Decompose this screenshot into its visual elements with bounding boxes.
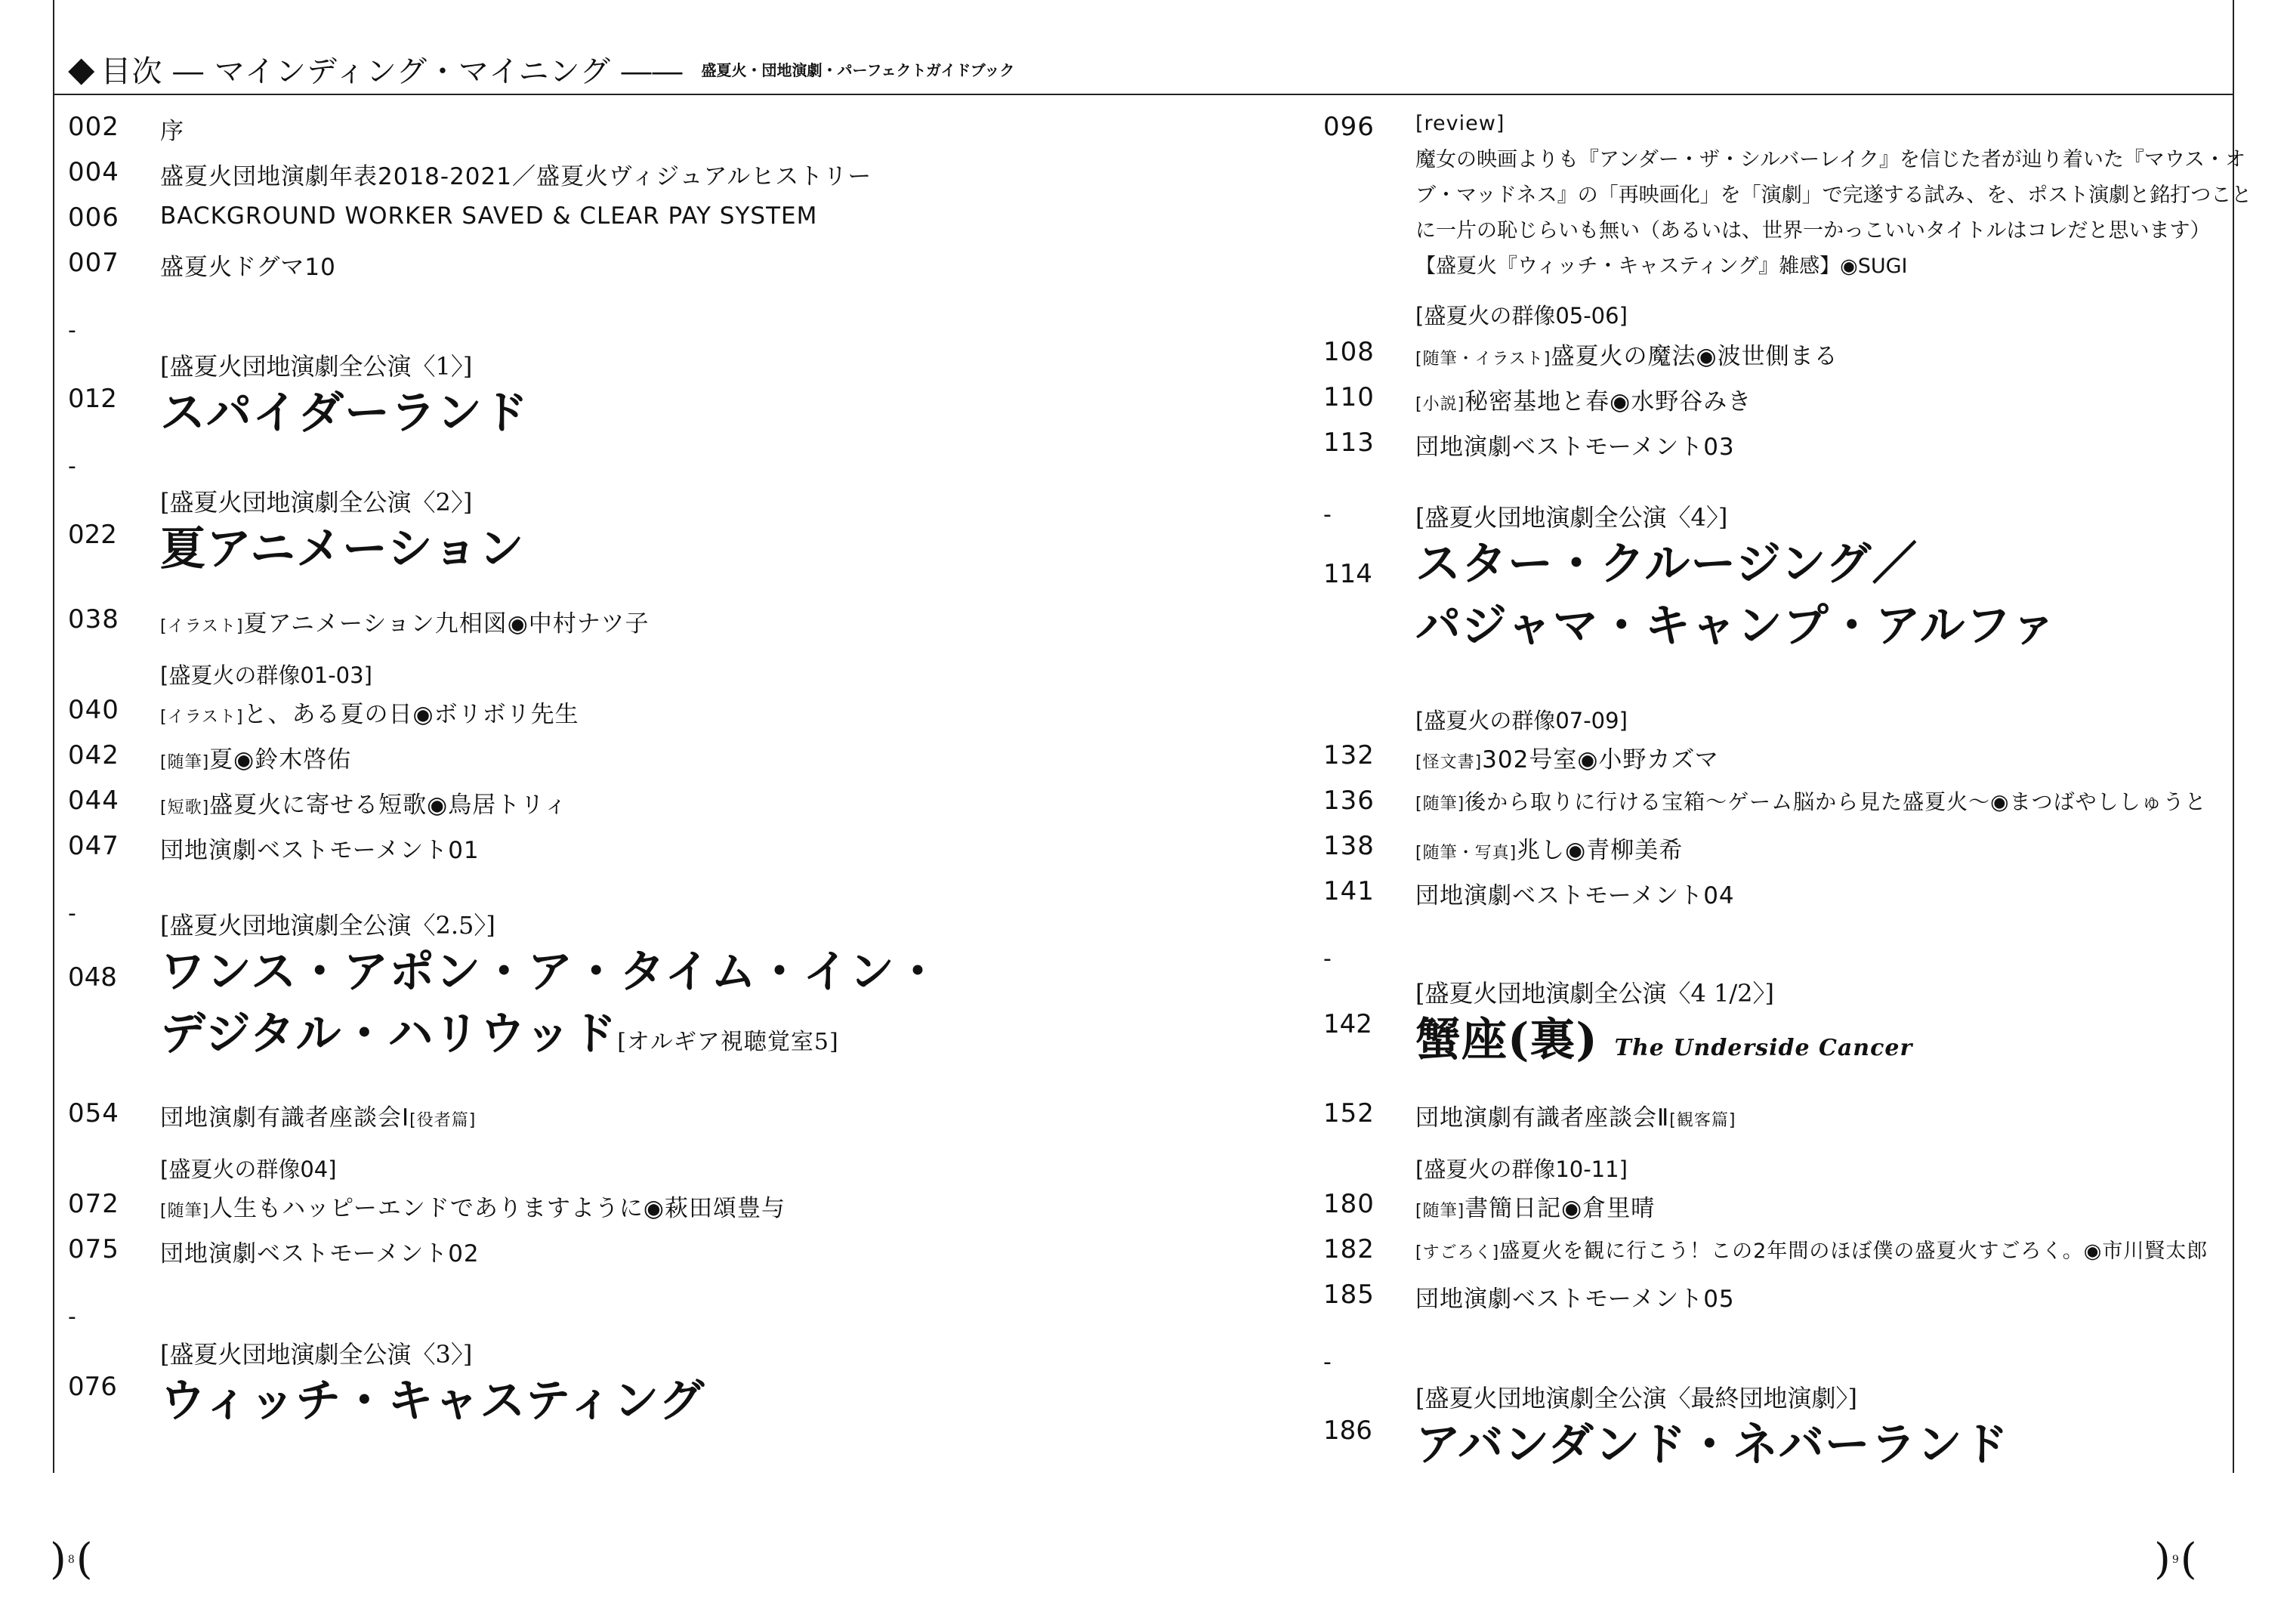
page-number: 075	[68, 1234, 119, 1264]
page-number: 048	[68, 962, 117, 993]
entry-label: BACKGROUND WORKER SAVED & CLEAR PAY SYSTEM	[160, 202, 818, 230]
show-entry[interactable]	[1323, 499, 2230, 665]
toc-entry[interactable]	[1323, 1189, 1655, 1223]
show-entry[interactable]	[68, 347, 1050, 453]
page-number: 007	[68, 248, 119, 278]
page-number: 006	[68, 202, 119, 233]
toc-entry[interactable]	[1323, 786, 2207, 816]
toc-entry[interactable]	[1323, 740, 1719, 774]
entry-label: 盛夏火の魔法◉波世側まる	[1551, 343, 1838, 370]
page-number: 142	[1323, 1009, 1372, 1039]
toc-entry[interactable]	[68, 248, 336, 282]
group-heading: [盛夏火の群像01-03]	[160, 662, 372, 688]
entry-label: 後から取りに行ける宝箱〜ゲーム脳から見た盛夏火〜◉まつばやししゅうと	[1465, 789, 2207, 814]
page-number: 044	[68, 786, 119, 816]
show-entry[interactable]	[68, 906, 1125, 1073]
category-tag: [怪文書]	[1415, 753, 1483, 772]
right-folio	[2154, 1535, 2197, 1584]
review-line: 【盛夏火『ウィッチ・キャスティング』雑感】◉SUGI	[1415, 255, 1908, 278]
group-heading: [盛夏火の群像10-11]	[1415, 1156, 1628, 1182]
category-tag: [随筆]	[160, 1202, 210, 1221]
page-number: 185	[1323, 1280, 1375, 1310]
review-line: に一片の恥じらいも無い（あるいは、世界一かっこいいタイトルはコレだと思います）	[1415, 219, 2211, 242]
toc-entry[interactable]	[68, 740, 351, 774]
page-number: 002	[68, 112, 119, 142]
review-line: ブ・マッドネス』の「再映画化」を「演劇」で完遂する試み、を、ポスト演劇と銘打つこと	[1415, 184, 2252, 207]
show-title-line2: パジャマ・キャンプ・アルファ	[1415, 600, 2057, 653]
section-divider: -	[68, 900, 76, 927]
show-title-line1: スター・クルージング／	[1415, 538, 1918, 591]
entry-label: 団地演劇ベストモーメント05	[1415, 1286, 1735, 1313]
show-english-title: The Underside Cancer	[1614, 1035, 1913, 1061]
entry-label: 兆し◉青柳美希	[1517, 837, 1684, 864]
toc-entry[interactable]	[1323, 337, 1838, 371]
page-number: 114	[1323, 559, 1372, 589]
book-subtitle: 盛夏火・団地演劇・パーフェクトガイドブック	[701, 60, 1015, 79]
show-caption: [盛夏火団地演劇全公演〈3〉]	[160, 1340, 473, 1369]
category-tag: [随筆]	[1415, 795, 1465, 814]
toc-entry[interactable]	[1323, 382, 1752, 416]
show-title-line1: ワンス・アポン・ア・タイム・イン・	[160, 946, 941, 999]
toc-entry[interactable]	[68, 695, 579, 729]
page-number: 141	[1323, 876, 1375, 906]
entry-label: 302号室◉小野カズマ	[1482, 746, 1719, 773]
page-number: 004	[68, 157, 119, 187]
category-tag: [役者篇]	[409, 1111, 477, 1130]
group-heading: [盛夏火の群像07-09]	[1415, 708, 1628, 733]
page-number: 072	[68, 1189, 119, 1219]
moon-icon: (	[76, 1535, 93, 1584]
category-tag: [すごろく]	[1415, 1243, 1500, 1262]
entry-label: 盛夏火を観に行こう！この2年間のほぼ僕の盛夏火すごろく。◉市川賢太郎	[1499, 1240, 2208, 1263]
page-number: 047	[68, 831, 119, 861]
show-title: 夏アニメーション	[160, 523, 525, 576]
diamond-icon: ◆	[68, 48, 95, 89]
section-divider: -	[68, 1304, 76, 1330]
page-number: 042	[68, 740, 119, 770]
section-divider: -	[1323, 502, 1332, 528]
page-number: 040	[68, 695, 119, 725]
group-heading: [盛夏火の群像04]	[160, 1156, 337, 1182]
show-title: ウィッチ・キャスティング	[160, 1375, 705, 1428]
page-number: 136	[1323, 786, 1375, 816]
moon-icon: )	[2154, 1535, 2171, 1584]
folio-number: 9	[2171, 1553, 2179, 1566]
show-caption: [盛夏火団地演劇全公演〈4 1/2〉]	[1415, 979, 1775, 1008]
category-tag: [観客篇]	[1669, 1111, 1736, 1130]
toc-entry[interactable]	[1323, 1098, 1736, 1132]
page-number: 096	[1323, 112, 1375, 142]
page-number: 182	[1323, 1234, 1375, 1264]
toc-entry[interactable]	[1323, 1234, 2208, 1264]
show-caption: [盛夏火団地演劇全公演〈2.5〉]	[160, 911, 495, 940]
left-folio	[50, 1535, 93, 1584]
show-entry[interactable]	[1323, 974, 2230, 1088]
entry-label: と、ある夏の日◉ボリボリ先生	[243, 701, 579, 728]
entry-label: 盛夏火ドグマ10	[160, 254, 336, 281]
category-tag: [随筆・イラスト]	[1415, 350, 1551, 369]
page-number: 186	[1323, 1416, 1372, 1446]
page-number: 038	[68, 604, 119, 634]
show-caption: [盛夏火団地演劇全公演〈4〉]	[1415, 503, 1728, 532]
show-title-line2: デジタル・ハリウッド	[160, 1008, 618, 1061]
toc-entry[interactable]	[1323, 831, 1683, 865]
page-number: 152	[1323, 1098, 1375, 1128]
group-heading: [盛夏火の群像05-06]	[1415, 303, 1628, 329]
entry-label: 書簡日記◉倉里晴	[1465, 1195, 1656, 1222]
moon-icon: )	[50, 1535, 66, 1584]
toc-entry[interactable]	[1323, 1280, 1735, 1314]
toc-entry[interactable]	[68, 786, 568, 820]
category-tag: [随筆]	[160, 753, 210, 772]
toc-entry[interactable]	[1323, 428, 1735, 462]
category-tag: [随筆・写真]	[1415, 844, 1517, 863]
entry-label: 序	[160, 118, 184, 145]
review-body	[1415, 142, 2284, 284]
page-number: 138	[1323, 831, 1375, 861]
section-divider: -	[68, 453, 76, 480]
show-entry[interactable]	[68, 1335, 1050, 1441]
entry-label: 団地演劇ベストモーメント01	[160, 837, 480, 864]
toc-entry[interactable]	[68, 1234, 480, 1268]
entry-label: 団地演劇有識者座談会Ⅱ	[1415, 1104, 1670, 1132]
show-title: 蟹座(裏)	[1415, 1014, 1598, 1067]
show-caption: [盛夏火団地演劇全公演〈2〉]	[160, 488, 473, 517]
entry-label: 夏アニメーション九相図◉中村ナツ子	[243, 610, 650, 638]
entry-label: 人生もハッピーエンドでありますように◉萩田頌豊与	[209, 1195, 786, 1222]
entry-label: 団地演劇ベストモーメント03	[1415, 434, 1735, 461]
page-number: 110	[1323, 382, 1375, 412]
page-number: 012	[68, 384, 117, 414]
section-divider: -	[1323, 1349, 1332, 1375]
entry-label: 盛夏火に寄せる短歌◉鳥居トリィ	[209, 792, 568, 819]
entry-label: 秘密基地と春◉水野谷みき	[1465, 388, 1752, 415]
toc-entry[interactable]	[68, 1098, 476, 1132]
page-number: 113	[1323, 428, 1375, 458]
show-entry[interactable]	[68, 483, 1050, 589]
category-tag: [随筆]	[1415, 1202, 1465, 1221]
moon-icon: (	[2180, 1535, 2197, 1584]
section-divider: -	[1323, 946, 1332, 972]
show-title: スパイダーランド	[160, 387, 529, 440]
entry-label: 盛夏火団地演劇年表2018-2021／盛夏火ヴィジュアルヒストリー	[160, 163, 872, 190]
entry-label: 夏◉鈴木啓佑	[209, 746, 352, 773]
page-number: 180	[1323, 1189, 1375, 1219]
page-number: 132	[1323, 740, 1375, 770]
toc-entry[interactable]	[68, 1189, 786, 1223]
category-tag: [小説]	[1415, 395, 1465, 414]
section-divider: -	[68, 317, 76, 344]
toc-entry[interactable]	[1323, 112, 1505, 142]
left-border	[53, 0, 54, 1473]
entry-label: 団地演劇ベストモーメント04	[1415, 882, 1735, 909]
toc-entry[interactable]	[68, 112, 184, 146]
page-number: 022	[68, 520, 117, 550]
show-aside: [オルギア視聴覚室5]	[617, 1029, 839, 1055]
category-tag: [短歌]	[160, 798, 210, 817]
category-tag: [イラスト]	[160, 708, 244, 727]
show-caption: [盛夏火団地演劇全公演〈最終団地演劇〉]	[1415, 1384, 1857, 1413]
page-header	[68, 42, 1014, 95]
entry-label: 団地演劇ベストモーメント02	[160, 1240, 480, 1267]
toc-entry[interactable]	[68, 202, 817, 233]
toc-entry[interactable]	[68, 157, 872, 191]
entry-label: 団地演劇有識者座談会Ⅰ	[160, 1104, 410, 1132]
category-tag: [イラスト]	[160, 617, 244, 636]
toc-entry[interactable]	[68, 604, 649, 638]
toc-title: 目次 ― マインディング・マイニング ――	[100, 54, 684, 89]
page-number: 054	[68, 1098, 119, 1128]
folio-number: 8	[67, 1553, 75, 1566]
toc-entry[interactable]	[1323, 876, 1735, 910]
page-number: 076	[68, 1372, 117, 1402]
show-title: アバンダンド・ネバーランド	[1415, 1419, 2009, 1471]
show-caption: [盛夏火団地演劇全公演〈1〉]	[160, 352, 473, 381]
show-entry[interactable]	[1323, 1379, 2230, 1485]
page-number: 108	[1323, 337, 1375, 367]
toc-entry[interactable]	[68, 831, 480, 865]
review-head: [review]	[1415, 112, 1505, 135]
review-line: 魔女の映画よりも『アンダー・ザ・シルバーレイク』を信じた者が辿り着いた『マウス・オ	[1415, 148, 2246, 171]
